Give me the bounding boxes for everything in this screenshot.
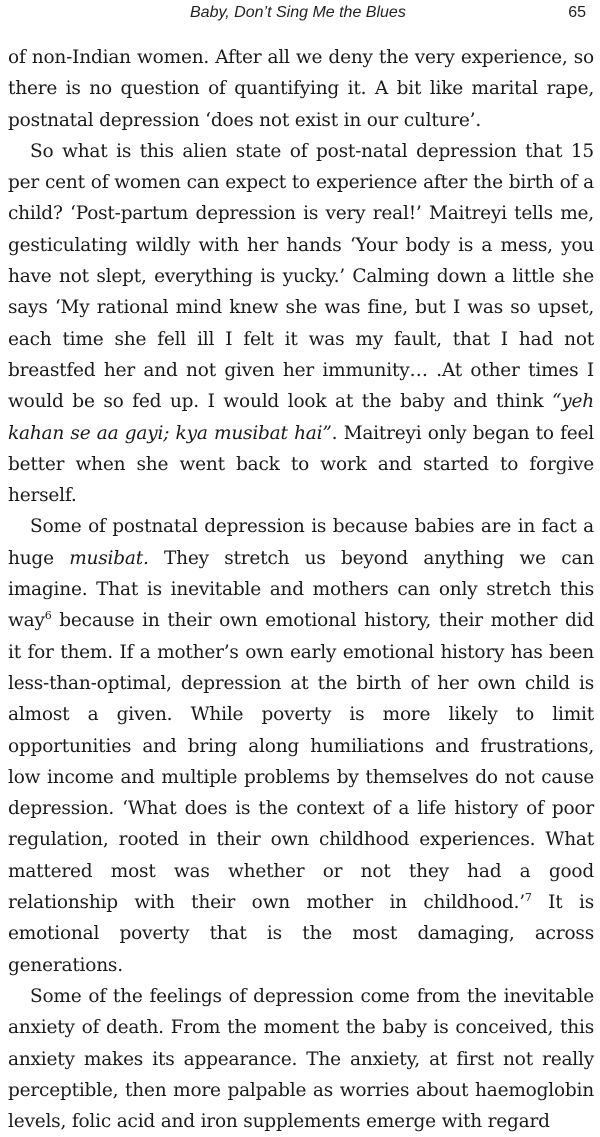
paragraph-3-text-b: They stretch us beyond anything we can imagine. That is inevitable and mothers can only stretch this way: [8, 547, 594, 632]
paragraph-3: [8, 511, 594, 980]
running-header: [0, 4, 600, 26]
paragraph-4: Some of the feelings of depression come from the inevitable anxiety of death. From the moment the baby is conceived, this anxiety makes its appearance. The anxiety, at first not really perceptible, then more palpable as worries about haemoglobin levels, folic acid and iron supplements emerge with regard: [8, 985, 594, 1133]
footnote-ref-7[interactable]: 7: [524, 890, 532, 904]
running-title: Baby, Don’t Sing Me the Blues: [190, 4, 406, 21]
paragraph-2: [8, 136, 594, 512]
paragraph-3-text-a: Some of postnatal depression is because babies are in fact a huge: [8, 516, 594, 569]
paragraph-1: of non-Indian women. After all we deny the very experience, so there is no question of quantifying it. A bit like marital rape, postnatal depression ‘does not exist in our culture’.: [8, 47, 594, 131]
paragraph-3-text-d: It is emotional poverty that is the most damaging, across generations.: [8, 892, 594, 976]
paragraph-2-hindi-quote: “yeh kahan se aa gayi; kya musibat hai”: [8, 391, 594, 444]
paragraph-3-text-c: because in their own emotional history, their mother did it for them. If a mother’s own early emotional history has been less-than-optimal, depression at the birth of her own child is almost a given. While poverty is more likely to limit opportunities and bring along humiliations and frustrations, low income and multiple problems by themselves do not cause depression. ‘What does is the context of a life history of poor regulation, rooted in their own childhood experiences. What mattered most was whether or not they had a good relationship with their own mother in childhood.’: [8, 610, 594, 914]
page-number: 65: [568, 4, 586, 21]
footnote-ref-6[interactable]: 6: [44, 609, 52, 623]
paragraph-3-italic-word: musibat.: [69, 547, 149, 569]
paragraph-2-text-a: So what is this alien state of post-natal depression that 15 per cent of women can expect to experience after the birth of a child? ‘Post-partum depression is very real!’ Maitreyi tells me, gesticulating wildly with her hands ‘Your body is a mess, you have not slept, everything is yucky.’ Calming down a little she says ‘My rational mind knew she was fine, but I was so upset, each time she fell ill I felt it was my fault, that I had not breastfed her and not given her immunity… .At other times I would be so fed up. I would look at the baby and think: [8, 140, 594, 413]
body-text: [8, 42, 594, 1137]
paragraph-2-text-b: . Maitreyi only began to feel better when she went back to work and started to forgive herself.: [8, 422, 594, 507]
